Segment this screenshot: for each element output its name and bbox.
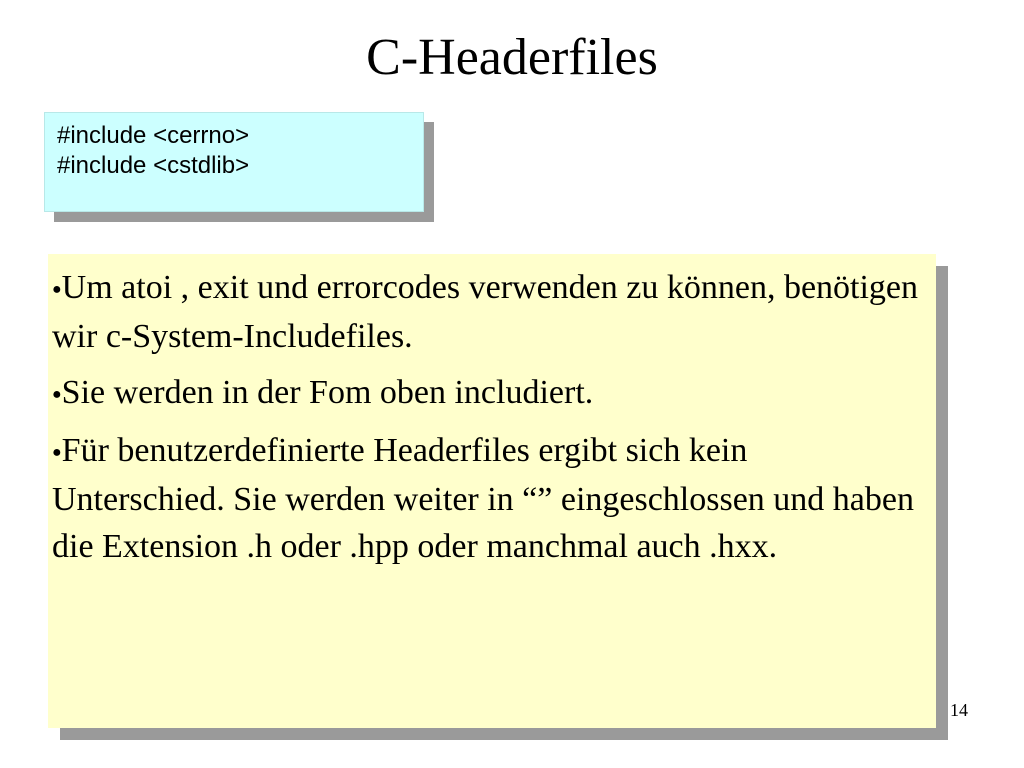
bullet-icon: ● <box>52 444 62 461</box>
note-box <box>48 254 936 728</box>
bullet-icon: ● <box>52 386 62 403</box>
bullet-item <box>52 264 928 360</box>
bullet-text: Für benutzerdefinierte Headerfiles ergibt sich kein Unterschied. Sie werden weiter in “” eingeschlossen und haben die Extension .h oder .hpp oder manchmal auch .hxx. <box>52 432 914 565</box>
code-line: #include <cstdlib> <box>57 152 250 179</box>
page-number: 14 <box>950 700 968 720</box>
bullet-item <box>52 369 928 418</box>
bullet-text: Um atoi , exit und errorcodes verwenden zu können, benötigen wir c-System-Includefiles. <box>52 269 919 355</box>
slide-title: C-Headerfiles <box>366 29 658 86</box>
bullet-item <box>52 427 928 570</box>
bullet-text: Sie werden in der Fom oben includiert. <box>61 374 594 411</box>
bullet-icon: ● <box>52 281 62 298</box>
code-line: #include <cerrno> <box>57 122 250 149</box>
code-box <box>44 112 424 212</box>
